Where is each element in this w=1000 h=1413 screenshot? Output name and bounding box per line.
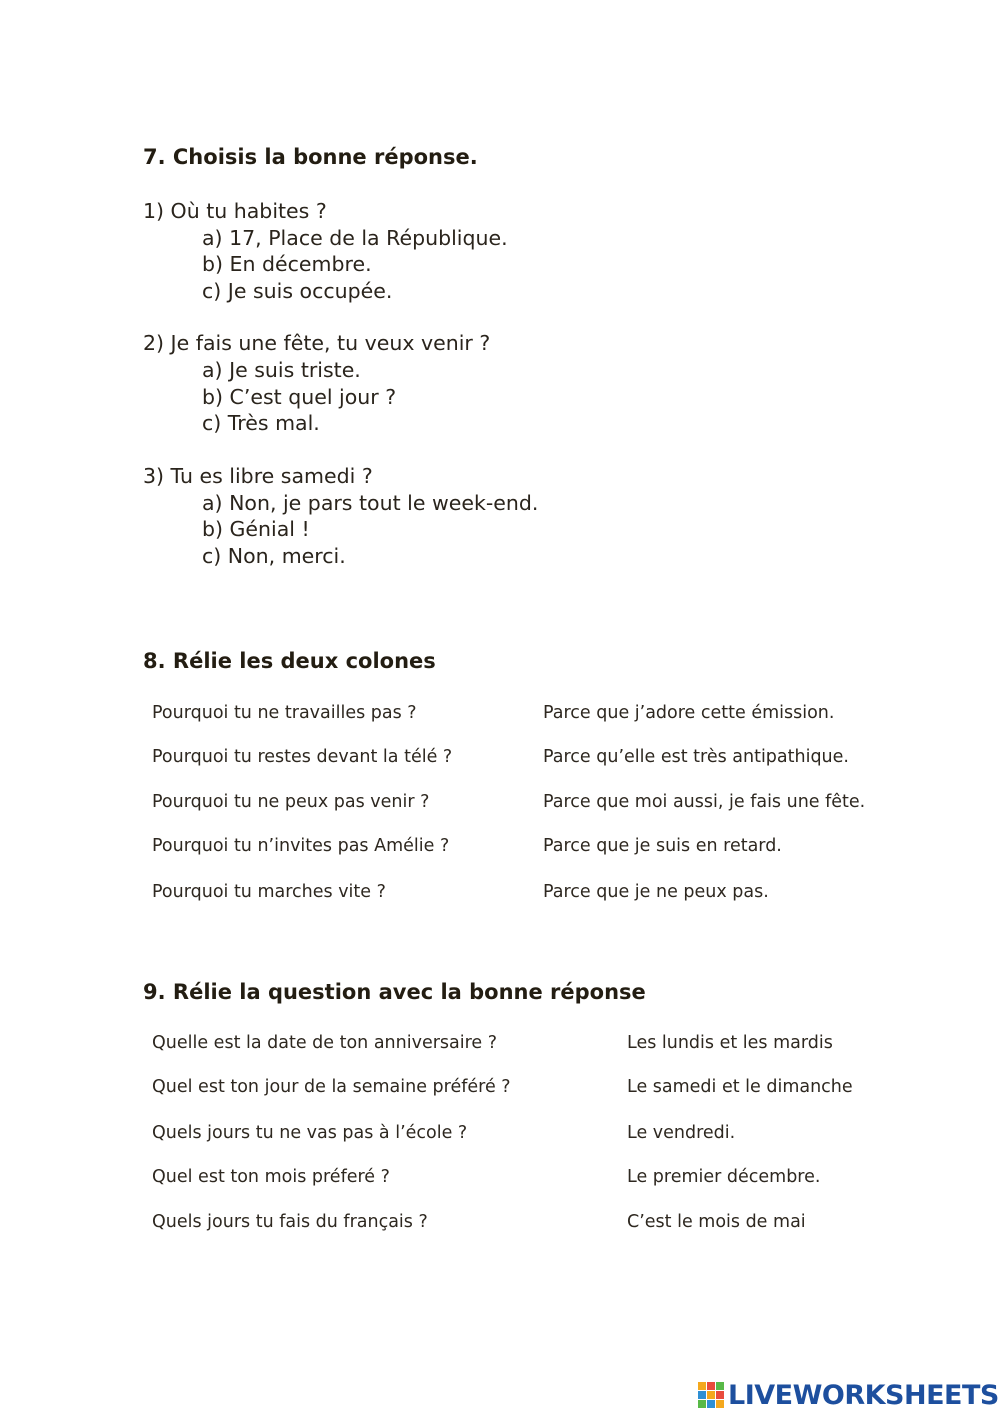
s9-left-item[interactable]: Quel est ton mois préferé ? [152,1167,390,1187]
s8-right-item[interactable]: Parce que j’adore cette émission. [543,703,835,723]
section-7-title: 7. Choisis la bonne réponse. [143,145,478,169]
s8-left-item[interactable]: Pourquoi tu restes devant la télé ? [152,747,453,767]
s9-right-item[interactable]: C’est le mois de mai [627,1212,806,1232]
s8-right-item[interactable]: Parce que moi aussi, je fais une fête. [543,792,866,812]
q2-option-b[interactable]: b) C’est quel jour ? [202,385,397,409]
section-9-title: 9. Rélie la question avec la bonne réponse [143,980,646,1004]
brand-name: LIVEWORKSHEETS [728,1379,999,1411]
s9-left-item[interactable]: Quel est ton jour de la semaine préféré ? [152,1077,511,1097]
q1-option-b[interactable]: b) En décembre. [202,252,372,276]
q2-option-a[interactable]: a) Je suis triste. [202,358,361,382]
s9-right-item[interactable]: Le samedi et le dimanche [627,1077,853,1097]
q1-option-c[interactable]: c) Je suis occupée. [202,279,393,303]
question-2: 2) Je fais une fête, tu veux venir ? [143,331,491,355]
q3-option-b[interactable]: b) Génial ! [202,517,310,541]
s8-right-item[interactable]: Parce qu’elle est très antipathique. [543,747,849,767]
s9-left-item[interactable]: Quelle est la date de ton anniversaire ? [152,1033,498,1053]
s8-left-item[interactable]: Pourquoi tu n’invites pas Amélie ? [152,836,450,856]
question-1: 1) Où tu habites ? [143,199,327,223]
s8-right-item[interactable]: Parce que je suis en retard. [543,836,782,856]
q2-option-c[interactable]: c) Très mal. [202,411,320,435]
q3-option-c[interactable]: c) Non, merci. [202,544,346,568]
question-3: 3) Tu es libre samedi ? [143,464,373,488]
q1-option-a[interactable]: a) 17, Place de la République. [202,226,508,250]
s9-right-item[interactable]: Le vendredi. [627,1123,736,1143]
s8-right-item[interactable]: Parce que je ne peux pas. [543,882,769,902]
s8-left-item[interactable]: Pourquoi tu ne peux pas venir ? [152,792,430,812]
section-8-title: 8. Rélie les deux colones [143,649,436,673]
s8-left-item[interactable]: Pourquoi tu ne travailles pas ? [152,703,417,723]
logo-grid-icon [698,1382,724,1408]
s9-left-item[interactable]: Quels jours tu fais du français ? [152,1212,428,1232]
s9-right-item[interactable]: Le premier décembre. [627,1167,821,1187]
liveworksheets-logo [698,1378,999,1412]
q3-option-a[interactable]: a) Non, je pars tout le week-end. [202,491,539,515]
s9-left-item[interactable]: Quels jours tu ne vas pas à l’école ? [152,1123,468,1143]
s8-left-item[interactable]: Pourquoi tu marches vite ? [152,882,386,902]
s9-right-item[interactable]: Les lundis et les mardis [627,1033,833,1053]
